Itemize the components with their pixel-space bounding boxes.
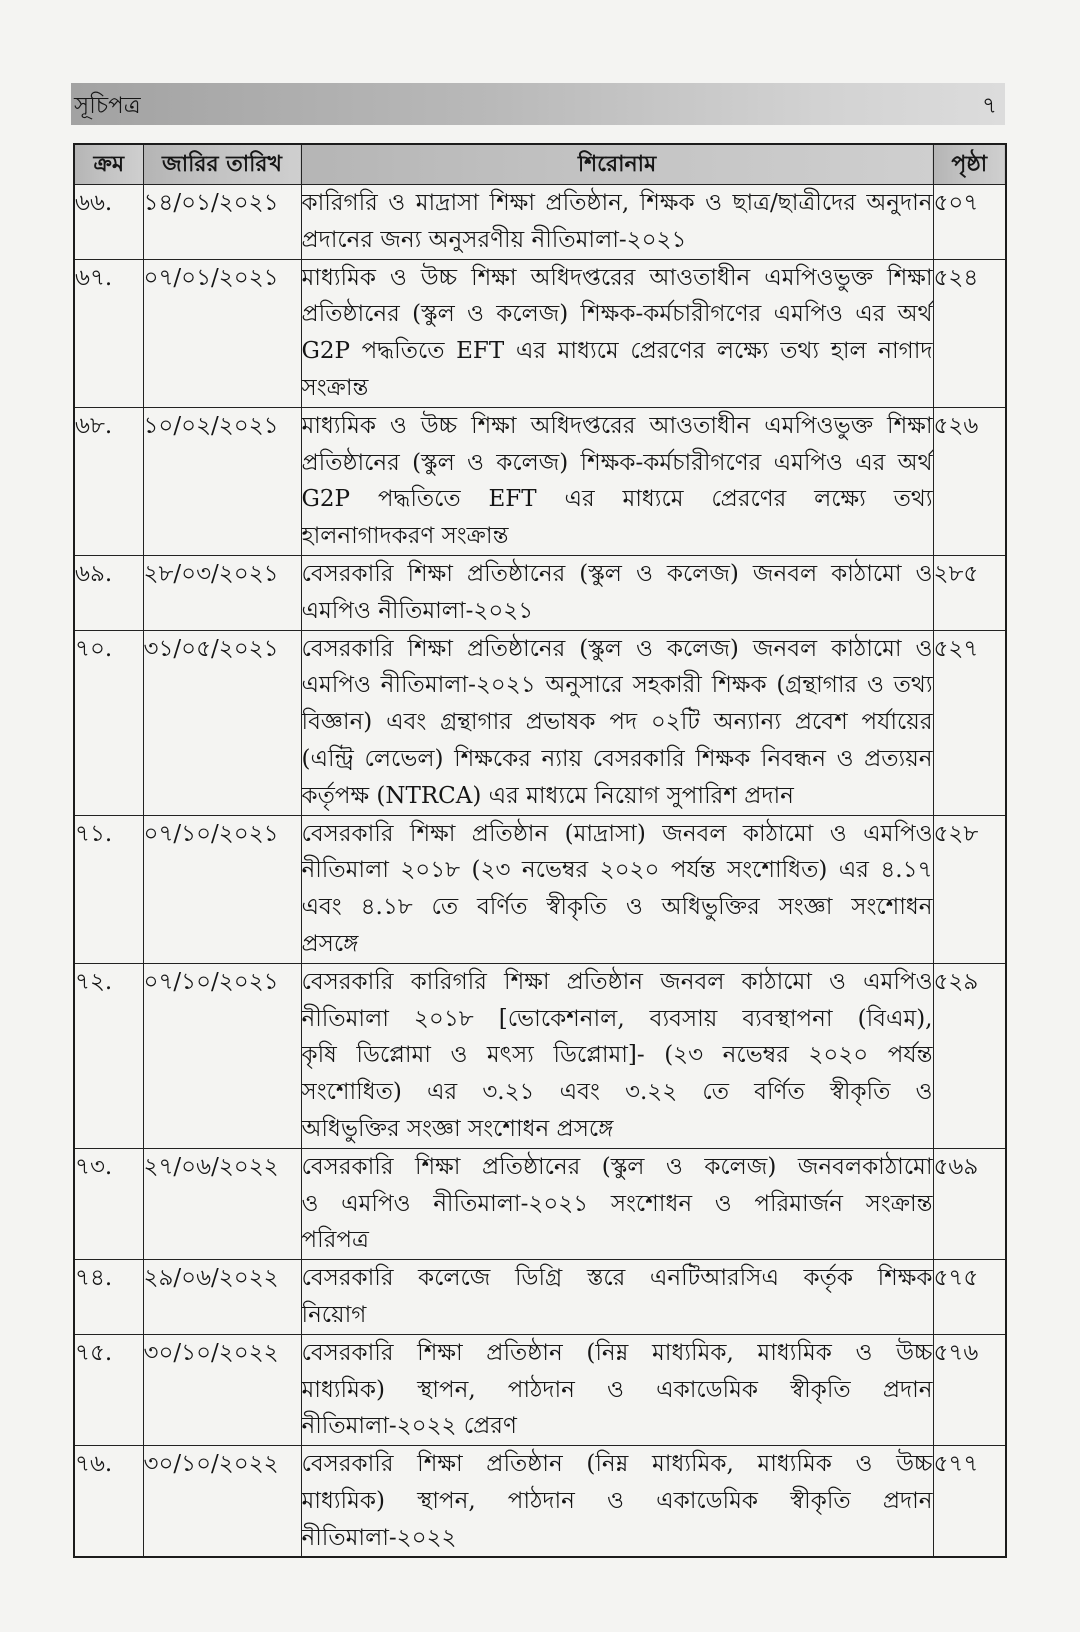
page-cell: ৫৭৬	[933, 1334, 1006, 1445]
title-cell	[301, 185, 933, 260]
date-cell: ৩০/১০/২০২২	[143, 1446, 301, 1558]
title-line: নিয়োগ	[301, 1301, 367, 1328]
table-row	[74, 815, 1006, 963]
page-cell: ৫৭৫	[933, 1260, 1006, 1335]
title-line: (এন্ট্রি লেভেল) শিক্ষকের ন্যায় বেসরকারি শিক্ষক নিবন্ধন ও প্রত্যয়ন	[301, 745, 933, 772]
date-cell: ২৯/০৬/২০২২	[143, 1260, 301, 1335]
page-cell: ৫৬৯	[933, 1148, 1006, 1259]
title-line: সংশোধিত) এর ৩.২১ এবং ৩.২২ তে বর্ণিত স্বীকৃতি ও	[301, 1079, 933, 1106]
serial-cell: ৭৬.	[74, 1446, 143, 1558]
table-row	[74, 630, 1006, 815]
title-line: নীতিমালা-২০২২ প্রেরণ	[301, 1413, 517, 1440]
title-line: পরিপত্র	[301, 1227, 369, 1254]
date-cell: ১০/০২/২০২১	[143, 407, 301, 555]
title-line: এমপিও নীতিমালা-২০২১ অনুসারে সহকারী শিক্ষক (গ্রন্থাগার ও তথ্য	[301, 672, 933, 699]
title-line: বেসরকারি শিক্ষা প্রতিষ্ঠান (নিম্ন মাধ্যমিক, মাধ্যমিক ও উচ্চ	[301, 1451, 933, 1478]
title-line: প্রতিষ্ঠানের (স্কুল ও কলেজ) শিক্ষক-কর্মচারীগণের এমপিও এর অর্থ	[301, 449, 933, 476]
section-title: সূচিপত্র	[74, 93, 141, 119]
running-header	[71, 83, 1005, 125]
page-cell: ২৮৫	[933, 555, 1006, 630]
date-cell: ১৪/০১/২০২১	[143, 185, 301, 260]
title-cell	[301, 963, 933, 1148]
date-cell: ৩১/০৫/২০২১	[143, 630, 301, 815]
column-header-date: জারির তারিখ	[143, 144, 301, 185]
serial-cell: ৭৪.	[74, 1260, 143, 1335]
page-cell: ৫২৮	[933, 815, 1006, 963]
title-line: সংক্রান্ত	[301, 374, 369, 401]
title-cell	[301, 1334, 933, 1445]
date-cell: ২৮/০৩/২০২১	[143, 555, 301, 630]
title-line: কারিগরি ও মাদ্রাসা শিক্ষা প্রতিষ্ঠান, শিক্ষক ও ছাত্র/ছাত্রীদের অনুদান	[301, 190, 933, 216]
title-line: প্রসঙ্গে	[301, 930, 359, 957]
title-line: বেসরকারি কারিগরি শিক্ষা প্রতিষ্ঠান জনবল কাঠামো ও এমপিও	[301, 968, 933, 995]
table-row	[74, 555, 1006, 630]
title-line: মাধ্যমিক ও উচ্চ শিক্ষা অধিদপ্তরের আওতাধীন এমপিওভুক্ত শিক্ষা	[301, 264, 933, 291]
serial-cell: ৬৭.	[74, 259, 143, 407]
title-cell	[301, 815, 933, 963]
table-row	[74, 1260, 1006, 1335]
date-cell: ০৭/০১/২০২১	[143, 259, 301, 407]
column-header-title: শিরোনাম	[301, 144, 933, 185]
serial-cell: ৭১.	[74, 815, 143, 963]
column-header-page: পৃষ্ঠা	[933, 144, 1006, 185]
page-cell: ৫০৭	[933, 185, 1006, 260]
serial-cell: ৬৯.	[74, 555, 143, 630]
title-line: মাধ্যমিক) স্থাপন, পাঠদান ও একাডেমিক স্বীকৃতি প্রদান	[301, 1487, 933, 1514]
table-row	[74, 407, 1006, 555]
title-line: বেসরকারি শিক্ষা প্রতিষ্ঠান (নিম্ন মাধ্যমিক, মাধ্যমিক ও উচ্চ	[301, 1339, 933, 1366]
title-line: মাধ্যমিক ও উচ্চ শিক্ষা অধিদপ্তরের আওতাধীন এমপিওভুক্ত শিক্ষা	[301, 412, 933, 439]
table-row	[74, 1334, 1006, 1445]
title-cell	[301, 407, 933, 555]
serial-cell: ৭২.	[74, 963, 143, 1148]
page-cell: ৫২৪	[933, 259, 1006, 407]
title-line: নীতিমালা ২০১৮ [ভোকেশনাল, ব্যবসায় ব্যবস্থাপনা (বিএম),	[301, 1005, 933, 1032]
title-line: বেসরকারি শিক্ষা প্রতিষ্ঠান (মাদ্রাসা) জনবল কাঠামো ও এমপিও	[301, 820, 933, 847]
title-line: কৃষি ডিপ্লোমা ও মৎস্য ডিপ্লোমা]- (২৩ নভেম্বর ২০২০ পর্যন্ত	[301, 1042, 933, 1069]
title-line: বেসরকারি কলেজে ডিগ্রি স্তরে এনটিআরসিএ কর্তৃক শিক্ষক	[301, 1265, 933, 1292]
date-cell: ৩০/১০/২০২২	[143, 1334, 301, 1445]
title-line: বিজ্ঞান) এবং গ্রন্থাগার প্রভাষক পদ ০২টি অন্যান্য প্রবেশ পর্যায়ের	[301, 709, 933, 736]
title-line: বেসরকারি শিক্ষা প্রতিষ্ঠানের (স্কুল ও কলেজ) জনবল কাঠামো ও	[301, 635, 933, 662]
title-line: কর্তৃপক্ষ (NTRCA) এর মাধ্যমে নিয়োগ সুপারিশ প্রদান	[301, 782, 794, 809]
title-line: অধিভুক্তির সংজ্ঞা সংশোধন প্রসঙ্গে	[301, 1115, 614, 1142]
table-row	[74, 1148, 1006, 1259]
title-line: বেসরকারি শিক্ষা প্রতিষ্ঠানের (স্কুল ও কলেজ) জনবলকাঠামো	[301, 1153, 933, 1180]
title-line: প্রদানের জন্য অনুসরণীয় নীতিমালা-২০২১	[301, 226, 687, 253]
serial-cell: ৭০.	[74, 630, 143, 815]
title-line: মাধ্যমিক) স্থাপন, পাঠদান ও একাডেমিক স্বীকৃতি প্রদান	[301, 1376, 933, 1403]
title-line: প্রতিষ্ঠানের (স্কুল ও কলেজ) শিক্ষক-কর্মচারীগণের এমপিও এর অর্থ	[301, 301, 933, 328]
serial-cell: ৬৮.	[74, 407, 143, 555]
title-line: এবং ৪.১৮ তে বর্ণিত স্বীকৃতি ও অধিভুক্তির সংজ্ঞা সংশোধন	[301, 894, 933, 921]
page-cell: ৫২৭	[933, 630, 1006, 815]
page-cell: ৫৭৭	[933, 1446, 1006, 1558]
title-line: এমপিও নীতিমালা-২০২১	[301, 597, 534, 624]
date-cell: ০৭/১০/২০২১	[143, 815, 301, 963]
title-cell	[301, 1148, 933, 1259]
title-cell	[301, 1446, 933, 1558]
title-line: নীতিমালা ২০১৮ (২৩ নভেম্বর ২০২০ পর্যন্ত সংশোধিত) এর ৪.১৭	[301, 857, 933, 884]
title-line: G2P পদ্ধতিতে EFT এর মাধ্যমে প্রেরণের লক্ষ্যে তথ্য	[301, 486, 933, 513]
page-cell: ৫২৯	[933, 963, 1006, 1148]
table-row	[74, 185, 1006, 260]
title-line: বেসরকারি শিক্ষা প্রতিষ্ঠানের (স্কুল ও কলেজ) জনবল কাঠামো ও	[301, 560, 933, 587]
title-cell	[301, 555, 933, 630]
table-row	[74, 1446, 1006, 1558]
table-row	[74, 259, 1006, 407]
page-number: ৭	[982, 93, 997, 119]
title-line: নীতিমালা-২০২২	[301, 1524, 457, 1551]
date-cell: ০৭/১০/২০২১	[143, 963, 301, 1148]
title-cell	[301, 630, 933, 815]
title-line: G2P পদ্ধতিতে EFT এর মাধ্যমে প্রেরণের লক্ষ্যে তথ্য হাল নাগাদ	[301, 338, 933, 365]
table-row	[74, 963, 1006, 1148]
page-cell: ৫২৬	[933, 407, 1006, 555]
serial-cell: ৬৬.	[74, 185, 143, 260]
title-cell	[301, 259, 933, 407]
date-cell: ২৭/০৬/২০২২	[143, 1148, 301, 1259]
title-line: হালনাগাদকরণ সংক্রান্ত	[301, 523, 509, 550]
serial-cell: ৭৫.	[74, 1334, 143, 1445]
table-header-row	[74, 144, 1006, 185]
contents-table	[73, 143, 1007, 1558]
title-line: ও এমপিও নীতিমালা-২০২১ সংশোধন ও পরিমার্জন সংক্রান্ত	[301, 1190, 933, 1217]
serial-cell: ৭৩.	[74, 1148, 143, 1259]
column-header-serial: ক্রম	[74, 144, 143, 185]
title-cell	[301, 1260, 933, 1335]
